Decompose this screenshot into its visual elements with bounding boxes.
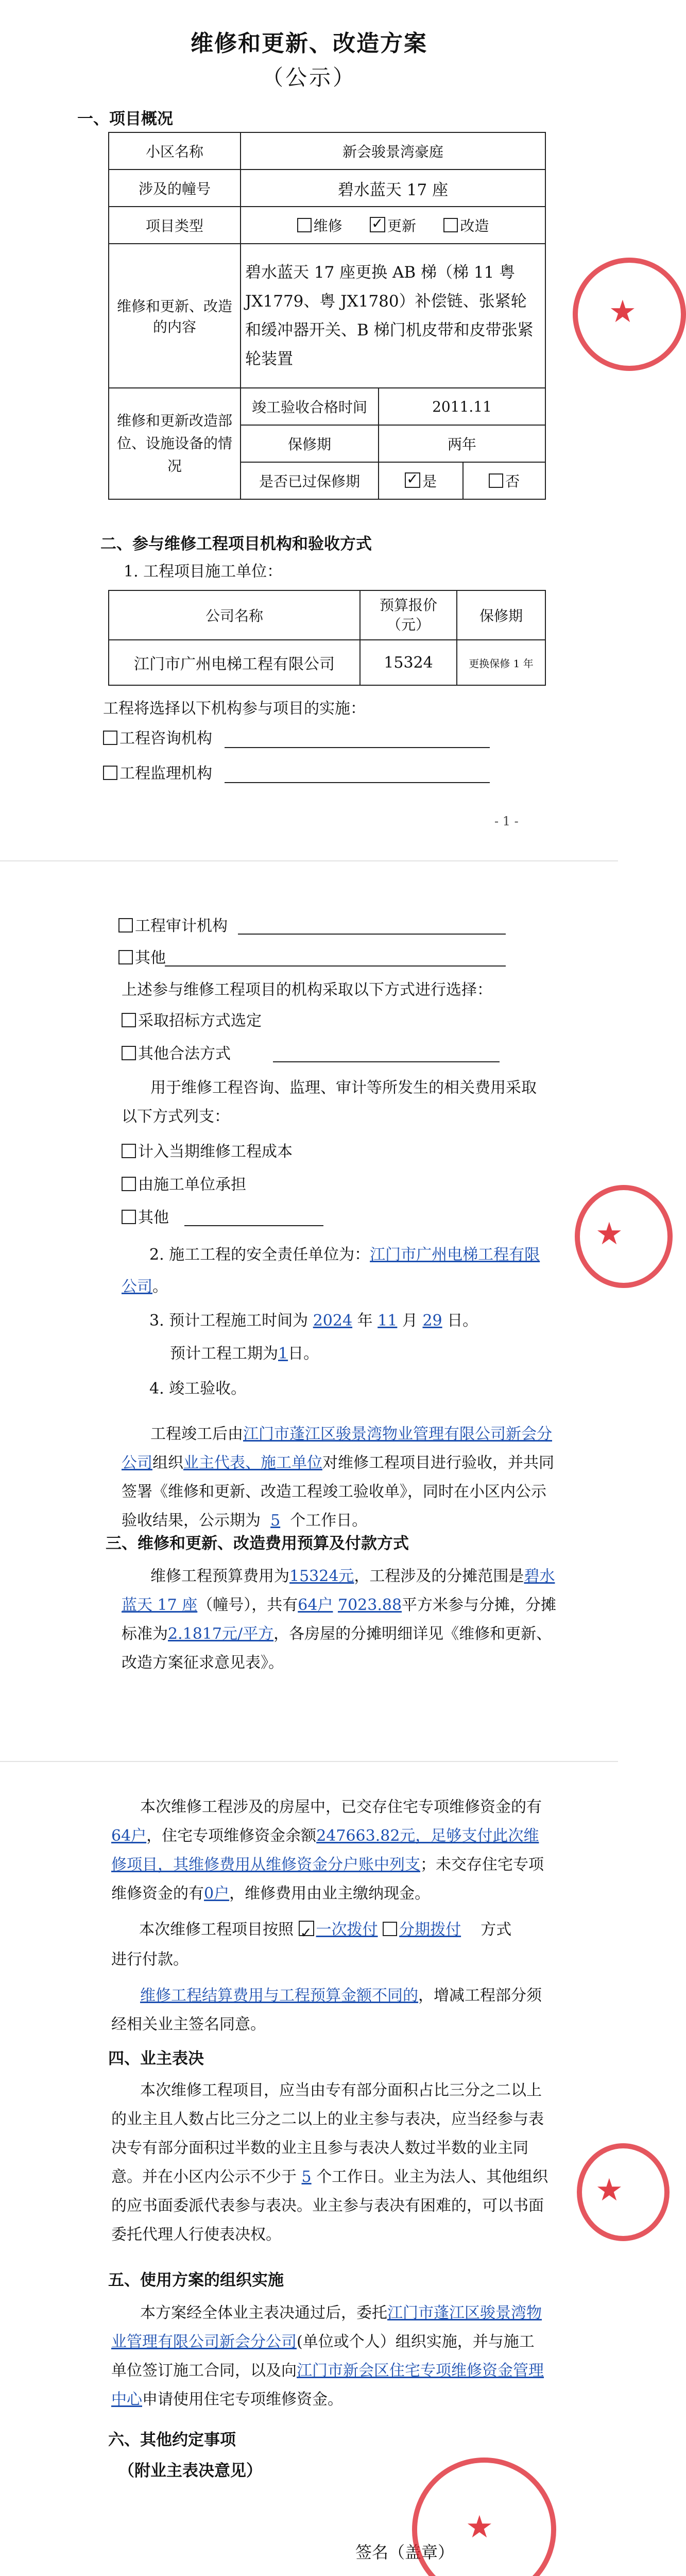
type-options [241,207,545,244]
section-2-heading: 二、参与维修工程项目机构和验收方式 [100,535,372,553]
acc-org: 江门市蓬江区骏景湾物业管理有限公司新会 [243,1425,537,1443]
red-seal [573,258,686,371]
type-opt-repair: 维修 [313,217,342,234]
f1: 本次维修工程涉及的房屋中，已交存住宅专项维修资金的 [140,1798,526,1816]
type-opt-renovate: 改造 [460,217,489,234]
pay-one-time: 一次拨付 [316,1921,378,1939]
b1c: 碧 [524,1567,540,1585]
other-blank [165,965,506,967]
f2a: 有 [526,1798,542,1816]
warranty-value: 两年 [379,425,545,462]
v5: 他组织的应书面委派代表参与表决。业主参与表决有困难的， [111,2168,548,2215]
item-2-cont [122,1273,168,1301]
supervise-label: 工程监理机构 [119,765,212,783]
supervise-org [103,759,212,788]
company-seal [412,2458,556,2576]
period-end: 日。 [288,1345,319,1363]
consult-blank [225,747,490,748]
diff1b: ，增减工程部分 [418,1987,526,2005]
funded-households: 64户 [111,1827,147,1845]
col-company-name: 公司名称 [109,590,360,640]
item-3 [149,1307,478,1335]
page-1 [0,0,637,845]
settlement-paragraph [111,1981,549,2039]
expired-label: 是否已过保修期 [241,462,379,499]
vote-paragraph [111,2076,549,2249]
warranty-label: 保修期 [241,425,379,462]
checkbox-audit [118,918,133,933]
fee-option-2 [122,1171,246,1199]
col-budget: 预算报价（元） [360,590,457,640]
rate: 2.1817元/平方 [168,1625,274,1643]
page-number-1: - 1 - [494,814,519,828]
section-1-heading: 一、项目概况 [77,110,173,128]
other-legal-label: 其他合法方式 [138,1045,231,1063]
item-3-period [170,1340,319,1368]
item-2-text: 2. 施工工程的安全责任单位为： [149,1246,370,1264]
b2e: 平方米参与分摊， [402,1596,526,1614]
pay-d: 方式 [481,1921,512,1939]
start-month: 11 [378,1312,398,1330]
month-char: 月 [402,1312,418,1330]
acc-org2: 分公司 [122,1425,552,1472]
o1b: 江门市蓬江区骏景湾 [387,2304,526,2322]
document-subtitle: （公示） [261,65,356,90]
fee-1-label: 计入当期维修工程成本 [138,1143,293,1161]
contractor-table [108,590,546,686]
fee-2-label: 由施工单位承担 [138,1176,246,1194]
checkbox-yes-checked [405,472,420,488]
funds-paragraph [111,1793,549,1908]
community-label: 小区名称 [109,132,241,170]
acc-days: 5 [270,1512,281,1530]
seal-star-icon: ★ [466,2509,493,2545]
checkbox-other [118,950,133,964]
attachment-note: （附业主表决意见） [118,2462,262,2480]
checkbox-fee-1 [122,1144,136,1158]
company-name: 江门市广州电梯工程有限公司 [109,640,360,685]
fee-text: 用于维修工程咨询、监理、审计等所发生的相关费用采取以下方式列支： [122,1079,537,1126]
expired-no [463,462,545,499]
section-5-heading: 五、使用方案的组织实施 [108,2271,284,2290]
other-org [118,944,166,973]
v6: 可以书面委托代理人行使表决权。 [111,2197,544,2244]
o3a: 工单位签订施工合同，以及向 [111,2333,535,2380]
other-legal-option [122,1040,231,1069]
area: 7023.88 [337,1596,402,1614]
budget-value: 15324 [360,640,457,685]
safety-org: 江门市广州电梯工程有限 [370,1246,540,1264]
o2a: 物业管理有限公司新会分公司 [111,2304,542,2351]
document-title: 维修和更新、改造方案 [191,30,427,57]
warranty-value: 更换保修 1 年 [457,640,545,685]
fee-option-3 [122,1204,169,1232]
f4c: ，维修费用由业主缴纳现金。 [229,1885,431,1903]
checkbox-other-legal [122,1046,136,1060]
b1b: ，工程涉及的分摊范围是 [354,1567,524,1585]
project-overview-table [108,132,546,500]
col-warranty: 保修期 [457,590,545,640]
acc-rep: 业主代表、施工单位 [183,1454,322,1472]
f2e: ，足够支付此次 [415,1827,524,1845]
v4: 主同意。并在小区内公示不少于 [111,2139,528,2186]
period-text: 预计工程工期为 [170,1345,278,1363]
payment-line [139,1916,511,1944]
checkbox-one-time-checked [299,1921,314,1936]
checkbox-no [489,473,503,488]
section-4-heading: 四、业主表决 [108,2049,204,2068]
select-text: 上述参与维修工程项目的机构采取以下方式进行选择： [122,981,492,999]
f3a: 维修项目，其维修费用从维修资金分户账中列支 [111,1827,539,1874]
checkbox-bid [122,1013,136,1027]
checkbox-supervise [103,766,117,780]
acc-d: 共同签署《维修和更新、改造工程竣工验收单》，同时在小区 [122,1454,554,1501]
fee-3-label: 其他 [138,1209,169,1227]
payment-line-2: 进行付款。 [111,1951,188,1969]
o3b: 江门市新会区住宅专项维修资金 [297,2362,513,2380]
page-3 [0,1772,623,2576]
expired-yes [379,462,463,499]
v2: 上的业主且人数占比三分之二以上的业主参与表决，应当经参 [111,2081,542,2128]
checkbox-consult [103,731,117,745]
checkbox-installment [383,1922,397,1936]
item-2 [149,1241,540,1269]
section-6-heading: 六、其他约定事项 [108,2431,236,2449]
no-text: 否 [505,473,520,490]
acc-e: 内公示验收结果，公示期为 [122,1483,546,1530]
bid-label: 采取招标方式选定 [138,1012,262,1030]
building-value: 碧水蓝天 17 座 [241,170,545,207]
checkbox-update-checked [370,217,385,232]
o1a: 本方案经全体业主表决通过后，委托 [140,2304,387,2322]
checkbox-renovate [443,218,458,232]
year-char: 年 [357,1312,373,1330]
yes-text: 是 [422,473,437,490]
v3: 与表决专有部分面积过半数的业主且参与表决人数过半数的业 [111,2110,544,2157]
community-value: 新会骏景湾豪庭 [241,132,545,170]
fee-3-blank [184,1225,323,1226]
page-divider-2 [0,1761,618,1762]
f4a: 专项维修资金的有 [111,1856,544,1903]
period-value: 1 [278,1345,288,1363]
accept-label: 竣工验收合格时间 [241,388,379,425]
b4: 更新、改造方案征求意见表》。 [122,1625,552,1672]
content-value: 碧水蓝天 17 座更换 AB 梯（梯 11 粤 JX1779、粤 JX1780）补偿链、张紧轮和缓冲器开关、B 梯门机皮带和皮带张紧轮装置 [241,244,545,388]
vote-days: 5 [301,2168,312,2186]
safety-org-cont: 公司 [122,1278,152,1296]
red-seal-2 [575,1185,673,1288]
checkbox-repair [297,218,312,232]
f2c: ，住宅专项维修资金余额 [146,1827,317,1845]
b2b: （幢号），共有 [197,1596,298,1614]
type-opt-update: 更新 [387,217,416,234]
seal-star-icon: ★ [595,1216,623,1252]
start-day: 29 [422,1312,442,1330]
pay-installment: 分期拨付 [399,1921,461,1939]
acceptance-paragraph [122,1420,554,1535]
checkbox-fee-2 [122,1177,136,1191]
acc-a: 工程竣工后由 [150,1425,243,1443]
scope: 水蓝天 17 座 [122,1567,555,1614]
unfunded-households: 0户 [204,1885,230,1903]
other-legal-blank [273,1061,500,1062]
signature-label: 签名（盖章） [355,2543,455,2562]
households: 64户 [298,1596,333,1614]
choose-text: 工程将选择以下机构参与项目的实施： [103,700,366,718]
f3b: ；未交存住宅 [420,1856,513,1874]
checkbox-fee-3 [122,1210,136,1224]
o2b: (单位或个人）组织实施，并与施 [297,2333,519,2351]
diff2: 须经相关业主签名同意。 [111,1987,542,2033]
item-4: 4. 竣工验收。 [149,1380,247,1398]
b1a: 维修工程预算费用为 [150,1567,289,1585]
consult-org [103,724,212,753]
diff1a: 维修工程结算费用与工程预算金额不同的 [140,1987,418,2005]
item-2-end: 。 [152,1278,168,1296]
bid-option [122,1007,262,1036]
o4b: 申请使用住宅专项维修资金。 [142,2391,343,2409]
audit-label: 工程审计机构 [135,917,228,935]
other-label: 其他 [135,949,166,967]
fund-balance: 247663.82元 [316,1827,416,1845]
page-divider [0,860,618,861]
budget-total: 15324元 [289,1567,354,1585]
page-2 [0,876,623,1752]
type-label: 项目类型 [109,207,241,244]
seal-star-icon: ★ [595,2172,623,2208]
b3a: 分摊标准为 [122,1596,557,1643]
day-char: 日。 [447,1312,478,1330]
acc-f: 个工作日。 [290,1512,368,1530]
item-3-text: 3. 预计工程施工时间为 [149,1312,308,1330]
section-3-heading: 三、维修和更新、改造费用预算及付款方式 [106,1534,409,1553]
o4a: 管理中心 [111,2362,544,2409]
accept-value: 2011.11 [379,388,545,425]
item-1: 1. 工程项目施工单位： [124,563,283,581]
v1: 本次维修工程项目，应当由专有部分面积占比三分之二以 [140,2081,526,2099]
pay-a: 本次维修工程项目按照 [139,1921,294,1939]
supervise-blank [225,782,490,783]
building-label: 涉及的幢号 [109,170,241,207]
audit-org [118,912,228,941]
v4c: 个工作日。业主为法人、其 [316,2168,502,2186]
red-seal-3 [577,2143,670,2241]
parts-label: 维修和更新改造部位、设施设备的情况 [109,388,241,499]
seal-star-icon: ★ [609,294,637,330]
start-year: 2024 [313,1312,353,1330]
budget-paragraph [122,1562,559,1677]
consult-label: 工程咨询机构 [119,730,212,748]
b3c: ，各房屋的分摊明细详见《维修和 [273,1625,506,1643]
fee-option-1 [122,1138,293,1166]
audit-blank [238,934,506,935]
acc-b: 组织 [152,1454,183,1472]
acc-c: 对维修工程项目进行验收，并 [322,1454,523,1472]
implementation-paragraph [111,2299,549,2414]
content-label: 维修和更新、改造的内容 [109,244,241,388]
